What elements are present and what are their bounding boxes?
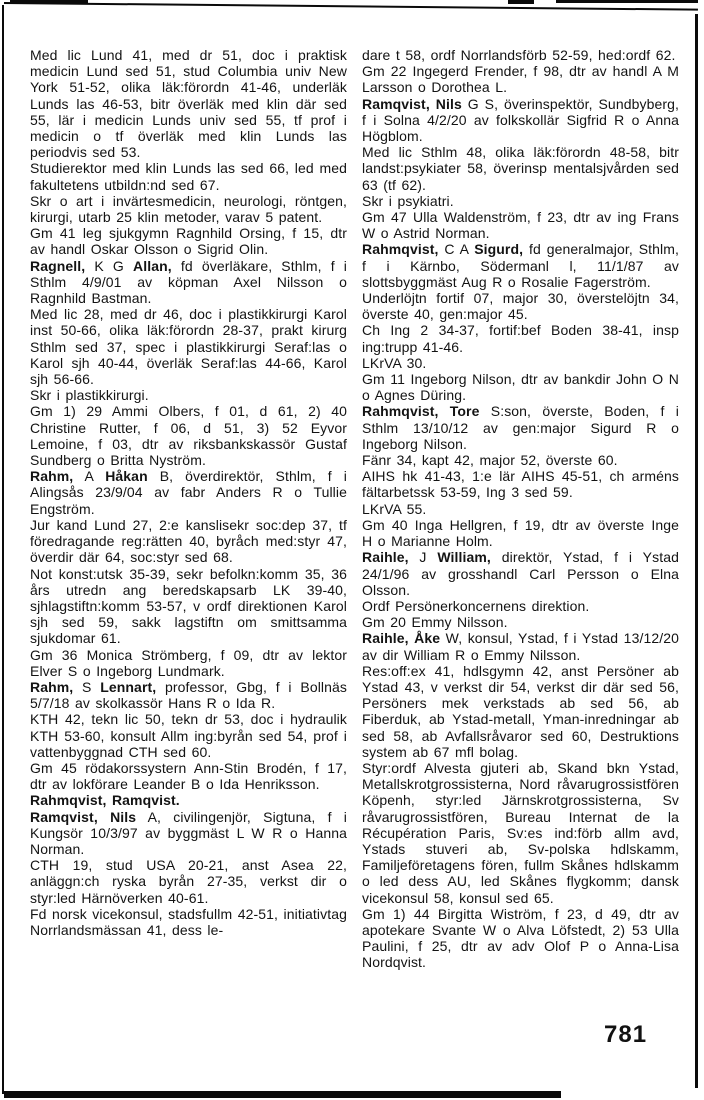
entry-paragraph: Med lic 28, med dr 46, doc i plastikkirurgi Karol inst 50-66, olika läk:förordn 28-37, prakt kirurg Sthlm sed 37, spec i plastikkirurgi Seraf:las o Karol sjh 40-44, överläk Seraf:las 44-66, Karol sjh 56-66. (30, 306, 347, 388)
entry-paragraph: Styr:ordf Alvesta gjuteri ab, Skand bkn Ystad, Metallskrotgrossisterna, Nord råvarugrossistfören Köpenh, styr:led Järnskrotgrossisterna, Sv råvarugrossistfören, Bureau Internat de la Récupération Paris, Sv:es ind:förb allm avd, Ystads stuveri ab, Sv-polska hdlskamm, Familjeföretagens fören, fullm Skånes hdlskamm o led dess AU, led Skånes flygkomm; dansk vicekonsul 58, konsul sed 65. (362, 759, 679, 906)
entry-paragraph: Ragnell, K G Allan, fd överläkare, Sthlm, f i Sthlm 4/9/01 av köpman Axel Nilsson o Ragnhild Bastman. (30, 257, 348, 307)
entry-paragraph: Gm 36 Monica Strömberg, f 09, dtr av lektor Elver S o Ingeborg Lundmark. (30, 646, 347, 679)
scan-noise (508, 0, 534, 4)
entry-paragraph: Fänr 34, kapt 42, major 52, överste 60. (362, 452, 618, 469)
entry-paragraph: Skr o art i invärtesmedicin, neurologi, röntgen, kirurgi, utarb 25 klin metoder, varav 5 patent. (30, 192, 347, 226)
entry-paragraph: Gm 11 Ingeborg Nilson, dtr av bankdir John O N o Agnes Düring. (362, 371, 679, 404)
entry-paragraph: CTH 19, stud USA 20-21, anst Asea 22, anläggn:ch ryska byrån 27-35, verkst dir o styr:led Härnöverken 40-61. (30, 857, 347, 906)
entry-paragraph: Skr i psykiatri. (362, 192, 454, 209)
entry-paragraph: Ramqvist, Nils A, civilingenjör, Sigtuna, f i Kungsör 10/3/97 av byggmäst L W R o Hanna Norman. (30, 808, 348, 857)
scan-edge-bottom (4, 1091, 561, 1098)
entry-paragraph: Gm 45 rödakorssystern Ann-Stin Brodén, f 17, dtr av lokförare Leander B o Ida Henriksson. (30, 759, 347, 793)
entry-paragraph: Med lic Lund 41, med dr 51, doc i praktisk medicin Lund sed 51, stud Columbia univ New York 51-52, olika läk:förordn 41-46, underläk Lunds las 46-53, bitr överläk med klin där sed 55, lär i medicin Lunds univ sed 55, tf prof i medicin o tf överläk med klin Lunds las periodvis sed 53. (30, 47, 347, 161)
entry-paragraph: LKrVA 55. (362, 500, 427, 517)
entry-paragraph: Ramqvist, Nils G S, överinspektör, Sundbyberg, f i Solna 4/2/20 av folkskollär Sigfrid R o Anna Högblom. (362, 95, 679, 145)
entry-paragraph: AIHS hk 41-43, 1:e lär AIHS 45-51, ch arméns fältarbetssk 53-59, Ing 3 sed 59. (362, 468, 679, 501)
entry-paragraph: LKrVA 30. (362, 354, 427, 371)
entry-paragraph: KTH 42, tekn lic 50, tekn dr 53, doc i hydraulik KTH 53-60, konsult Allm ing:byrån sed 54, prof i vattenbyggnad CTH sed 60. (30, 711, 347, 760)
scan-noise (556, 0, 698, 3)
left-column (30, 47, 347, 938)
entry-paragraph: Gm 22 Ingegerd Frender, f 98, dtr av handl A M Larsson o Dorothea L. (362, 63, 679, 96)
entry-paragraph: Skr i plastikkirurgi. (30, 387, 149, 404)
entry-paragraph: Gm 47 Ulla Waldenström, f 23, dtr av ing Frans W o Astrid Norman. (362, 209, 679, 242)
entry-paragraph: dare t 58, ordf Norrlandsförb 52-59, hed:ordf 62. (362, 47, 676, 63)
scan-noise (10, 0, 88, 4)
entry-paragraph: Gm 41 leg sjukgymn Ragnhild Orsing, f 15, dtr av handl Oskar Olsson o Sigrid Olin. (30, 225, 347, 258)
entry-paragraph: Gm 1) 29 Ammi Olbers, f 01, d 61, 2) 40 Christine Rutter, f 06, d 51, 3) 52 Eyvor Lemoine, f 03, dtr av riksbankskassör Gustaf Sundberg o Britta Nyström. (30, 403, 347, 469)
entry-paragraph: Rahmqvist, Ramqvist. (30, 792, 180, 809)
entry-paragraph: Underlöjtn fortif 07, major 30, överstelöjtn 34, överste 40, gen:major 45. (362, 290, 679, 323)
entry-paragraph: Jur kand Lund 27, 2:e kanslisekr soc:dep 37, tf föredragande reg:rätten 40, byråch med:styr 47, överdir där 64, soc:styr sed 68. (30, 516, 347, 566)
scan-edge-top (4, 2, 698, 11)
scan-edge-right (695, 14, 698, 1088)
entry-paragraph: Gm 1) 44 Birgitta Wiström, f 23, d 49, dtr av apotekare Svante W o Alva Löfstedt, 2) 53 Ulla Paulini, f 25, dtr av adv Olof P o Anna-Lisa Nordqvist. (362, 905, 679, 971)
entry-paragraph: Gm 20 Emmy Nilsson. (362, 614, 508, 631)
entry-paragraph: Raihle, J William, direktör, Ystad, f i Ystad 24/1/96 av grosshandl Carl Persson o Elna Olsson. (362, 549, 679, 598)
entry-paragraph: Raihle, Åke W, konsul, Ystad, f i Ystad 13/12/20 av dir William R o Emmy Nilsson. (362, 630, 679, 663)
entry-paragraph: Ordf Persönerkoncernens direktion. (362, 597, 590, 614)
entry-paragraph: Not konst:utsk 35-39, sekr befolkn:komm 35, 36 års utredn ang beredskapsarb LK 39-40, sjhlagstiftn:komm 53-57, v ordf direktionen Karol sjh sed 59, sakk lagstiftn om smittsamma sjukdomar 61. (30, 565, 347, 647)
entry-paragraph: Ch Ing 2 34-37, fortif:bef Boden 38-41, insp ing:trupp 41-46. (362, 322, 679, 355)
page-number: 781 (604, 1021, 648, 1048)
entry-paragraph: Rahmqvist, C A Sigurd, fd generalmajor, Sthlm, f i Kärnbo, Södermanl l, 11/1/87 av slottsbyggmäst Aug R o Rosalie Fagerström. (362, 241, 679, 290)
entry-paragraph: Studierektor med klin Lunds las sed 66, led med fakultetens utbildn:nd sed 67. (30, 160, 347, 193)
entry-paragraph: Med lic Sthlm 48, olika läk:förordn 48-58, bitr landst:psykiater 58, överinsp mentalsjvården sed 63 (tf 62). (362, 144, 679, 193)
entry-paragraph: Fd norsk vicekonsul, stadsfullm 42-51, initiativtag Norrlandsmässan 41, dess le- (30, 905, 347, 938)
scan-edge-left (2, 5, 4, 1094)
entry-paragraph: Rahm, S Lennart, professor, Gbg, f i Bollnäs 5/7/18 av skolkassör Hans R o Ida R. (30, 678, 347, 712)
entry-paragraph: Gm 40 Inga Hellgren, f 19, dtr av överste Inge H o Marianne Holm. (362, 516, 679, 550)
entry-paragraph: Rahm, A Håkan B, överdirektör, Sthlm, f i Alingsås 23/9/04 av fabr Anders R o Tullie Engström. (30, 468, 347, 517)
entry-paragraph: Res:off:ex 41, hdlsgymn 42, anst Persöner ab Ystad 43, v verkst dir 54, verkst dir där sed 56, Persöners mek verkstads ab sed 56, ab Fiberduk, ab Ystad-metall, Yman-inredningar ab sed 58, ab Avfallsråvaror sed 60, Destruktions system ab 67 mfl bolag. (362, 662, 679, 760)
right-column (362, 47, 679, 971)
entry-paragraph: Rahmqvist, Tore S:son, överste, Boden, f i Sthlm 13/10/12 av gen:major Sigurd R o Ingeborg Nilson. (362, 403, 679, 452)
